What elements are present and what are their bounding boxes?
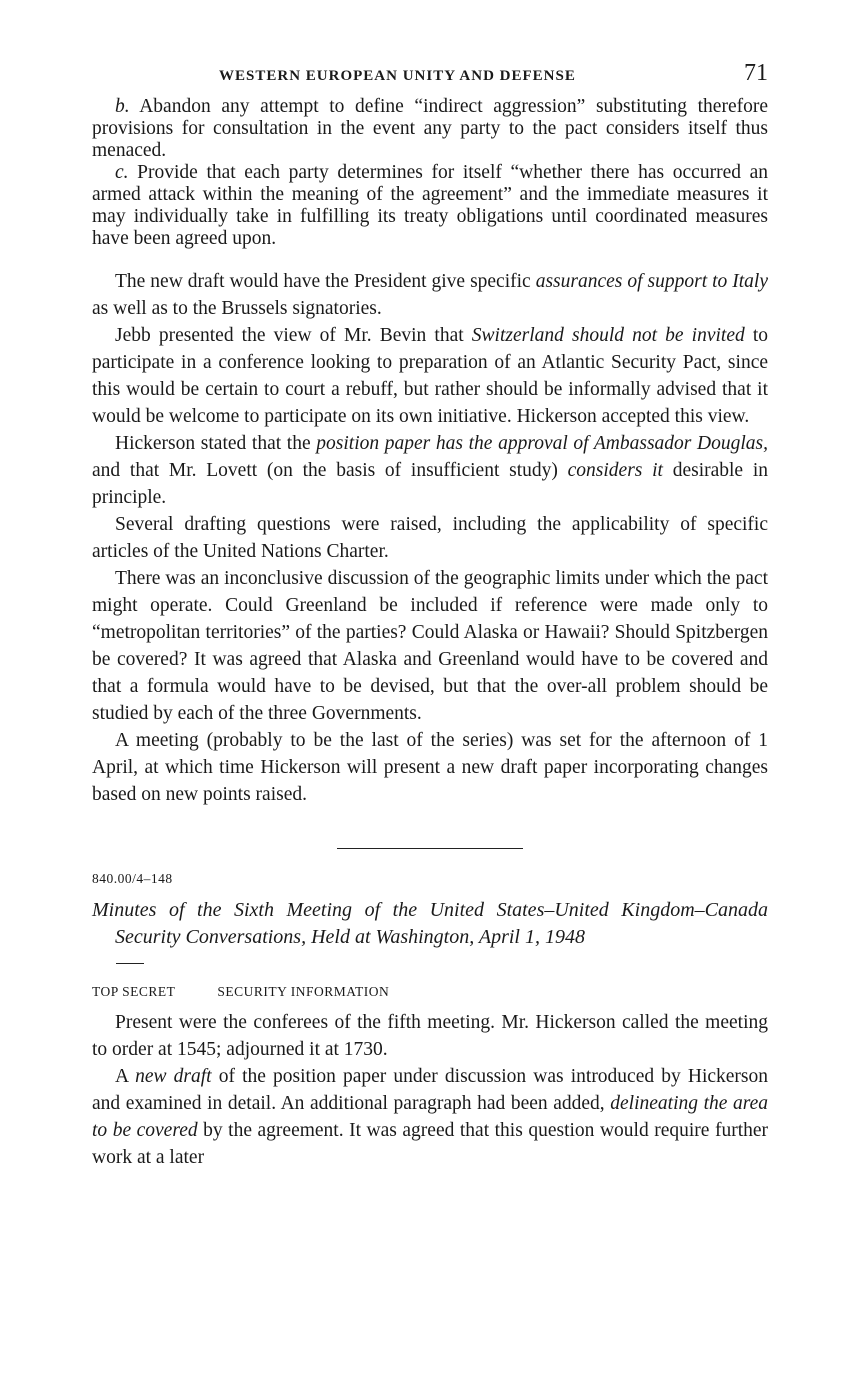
paragraph: A new draft of the position paper under discussion was introduced by Hickerson and examined in detail. An additional paragraph had been added, delineating the area to be covered by the agreement. It was agreed that this question would require further work at a later — [92, 1066, 769, 1168]
running-title: WESTERN EUROPEAN UNITY AND DEFENSE — [219, 68, 576, 84]
emphasis: assurances of support to Italy — [535, 271, 768, 292]
list-letter: b. — [115, 96, 130, 117]
emphasis: Switzerland should not be invited — [471, 325, 745, 346]
section-divider — [337, 848, 523, 849]
page — [92, 60, 768, 1171]
paragraph: A meeting (probably to be the last of the series) was set for the afternoon of 1 April, at which time Hickerson will present a new draft paper incorporating changes based on new points raised. — [92, 730, 768, 805]
emphasis: new draft — [135, 1066, 212, 1087]
file-number: 840.00/4–148 — [92, 871, 173, 886]
title-rule — [116, 963, 144, 964]
list-text: Provide that each party determines for itself “whether there has occurred an armed attack within the meaning of the agreement” and the immediate measures it may individually take in fulfilling its treaty obligations until coordinated measures have been agreed upon. — [92, 162, 768, 249]
emphasis: considers it — [567, 460, 663, 481]
list-letter: c. — [115, 162, 129, 183]
list-text: Abandon any attempt to define “indirect aggression” substituting therefore provisions for consultation in the event any party to the pact considers itself thus menaced. — [92, 96, 768, 161]
summary-paragraphs — [92, 268, 768, 808]
emphasis: delineating the area to be covered — [92, 1093, 769, 1141]
classification-line — [92, 984, 768, 1000]
minutes-paragraphs — [92, 1009, 768, 1171]
paragraph: The new draft would have the President give specific assurances of support to Italy as well as to the Brussels signatories. — [92, 271, 768, 319]
classification-top-secret: TOP SECRET — [92, 984, 176, 999]
emphasis: position paper has the approval of Ambassador Douglas, — [316, 433, 768, 454]
paragraph: Jebb presented the view of Mr. Bevin that Switzerland should not be invited to participate in a conference looking to preparation of an Atlantic Security Pact, since this would be certain to court a rebuff, but rather should be informally advised that it would be welcome to participate on its own initiative. Hickerson accepted this view. — [92, 325, 769, 427]
document-title: Minutes of the Sixth Meeting of the United States–United Kingdom–Canada Security Conversations, Held at Washington, April 1, 1948 — [92, 899, 768, 948]
list-item — [92, 96, 768, 162]
paragraph: Several drafting questions were raised, including the applicability of specific articles of the United Nations Charter. — [92, 514, 768, 562]
paragraph: Present were the conferees of the fifth meeting. Mr. Hickerson called the meeting to order at 1545; adjourned it at 1730. — [92, 1012, 768, 1060]
paragraph: There was an inconclusive discussion of the geographic limits under which the pact might operate. Could Greenland be included if reference were made only to “metropolitan territories” of the parties? Could Alaska or Hawaii? Should Spitzbergen be covered? It was agreed that Alaska and Greenland would have to be covered and that a formula would have to be devised, but that the over-all problem should be studied by each of the three Governments. — [92, 568, 768, 724]
page-number: 71 — [744, 60, 768, 86]
classification-security-info: SECURITY INFORMATION — [217, 984, 390, 999]
list-item — [92, 162, 768, 250]
paragraph: Hickerson stated that the position paper has the approval of Ambassador Douglas, and that Mr. Lovett (on the basis of insufficient study) considers it desirable in principle. — [92, 433, 768, 508]
provision-list — [92, 96, 768, 250]
page-header — [92, 60, 768, 96]
